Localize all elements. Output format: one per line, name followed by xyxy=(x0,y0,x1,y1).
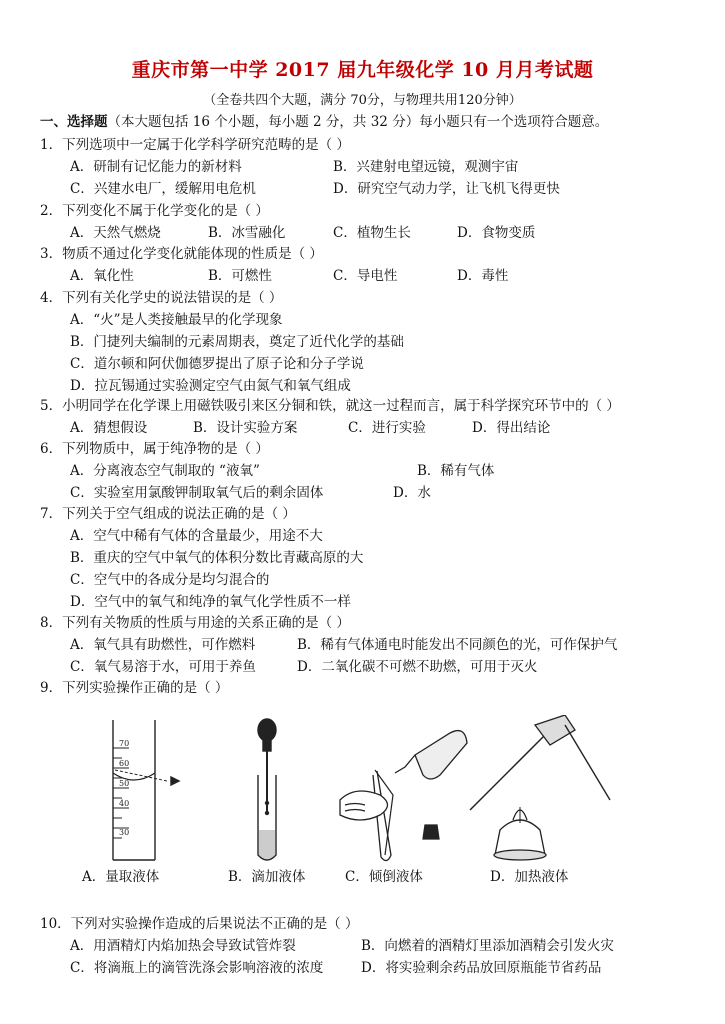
option: A．研制有记忆能力的新材料 xyxy=(70,159,242,175)
option: C．实验室用氯酸钾制取氧气后的剩余固体 xyxy=(70,485,324,501)
option: D．水 xyxy=(393,485,431,501)
option: B．重庆的空气中氧气的体积分数比青藏高原的大 xyxy=(70,550,364,566)
option: C．空气中的各成分是均匀混合的 xyxy=(70,572,270,588)
option: B．稀有气体通电时能发出不同颜色的光，可作保护气 xyxy=(297,637,618,653)
question-stem: 8．下列有关物质的性质与用途的关系正确的是（ ） xyxy=(40,615,350,631)
section-heading xyxy=(40,110,608,130)
page-subtitle: （全卷共四个大题，满分 70分，与物理共用120分钟） xyxy=(203,93,522,108)
pouring-liquid-figure xyxy=(340,731,467,861)
option: C．兴建水电厂，缓解用电危机 xyxy=(70,181,256,197)
scale-label: 50 xyxy=(119,779,130,788)
question-stem: 10．下列对实验操作造成的后果说法不正确的是（ ） xyxy=(40,916,359,932)
option: D．研究空气动力学，让飞机飞得更快 xyxy=(333,181,560,197)
figure-caption: A．量取液体 xyxy=(82,869,160,885)
option: C．进行实验 xyxy=(348,420,426,436)
option: A．氧气具有助燃性，可作燃料 xyxy=(70,637,256,653)
scale-label: 60 xyxy=(119,759,130,768)
question-stem: 4．下列有关化学史的说法错误的是（ ） xyxy=(40,290,283,306)
section-description: （本大题包括 16 个小题，每小题 2 分，共 32 分）每小题只有一个选项符合题意。 xyxy=(107,114,609,130)
option: B．向燃着的酒精灯里添加酒精会引发火灾 xyxy=(361,938,614,954)
figure-caption: D．加热液体 xyxy=(490,869,569,885)
question-stem: 6．下列物质中，属于纯净物的是（ ） xyxy=(40,441,269,457)
option: A．用酒精灯内焰加热会导致试管炸裂 xyxy=(70,938,296,954)
option: D．拉瓦锡通过实验测定空气由氮气和氧气组成 xyxy=(70,378,351,394)
option: D．将实验剩余药品放回原瓶能节省药品 xyxy=(361,960,602,976)
option: D．食物变质 xyxy=(457,225,536,241)
question-stem: 1．下列选项中一定属于化学科学研究范畴的是（ ） xyxy=(40,137,350,153)
option: A．空气中稀有气体的含量最少，用途不大 xyxy=(70,528,323,544)
page-title: 重庆市第一中学 2017 届九年级化学 10 月月考试题 xyxy=(131,59,594,81)
option: C．植物生长 xyxy=(333,225,411,241)
option: C．将滴瓶上的滴管洗涤会影响溶液的浓度 xyxy=(70,960,324,976)
option: C．导电性 xyxy=(333,268,398,284)
option: B．稀有气体 xyxy=(417,463,495,479)
option: D．毒性 xyxy=(457,268,509,284)
option: D．二氧化碳不可燃不助燃，可用于灭火 xyxy=(297,659,538,675)
option: C．道尔顿和阿伏伽德罗提出了原子论和分子学说 xyxy=(70,356,364,372)
section-label: 一、选择题 xyxy=(40,114,108,130)
option: A．猜想假设 xyxy=(70,420,148,436)
scale-label: 40 xyxy=(119,799,130,808)
option: B．可燃性 xyxy=(208,268,272,284)
option: B．冰雪融化 xyxy=(208,225,286,241)
scale-label: 30 xyxy=(119,828,130,837)
option: A．分离液态空气制取的 “液氧” xyxy=(70,463,260,479)
question-stem: 9．下列实验操作正确的是（ ） xyxy=(40,680,229,696)
dropper-figure xyxy=(258,719,276,860)
option: C．氧气易溶于水，可用于养鱼 xyxy=(70,659,256,675)
option: A．氧化性 xyxy=(70,268,134,284)
option: B．门捷列夫编制的元素周期表，奠定了近代化学的基础 xyxy=(70,334,404,350)
option: D．得出结论 xyxy=(472,420,551,436)
scale-label: 70 xyxy=(119,739,130,748)
option: B．设计实验方案 xyxy=(193,420,298,436)
question-stem: 3．物质不通过化学变化就能体现的性质是（ ） xyxy=(40,246,323,262)
question-stem: 7．下列关于空气组成的说法正确的是（ ） xyxy=(40,506,296,522)
heating-liquid-figure xyxy=(470,715,610,860)
option: B．兴建射电望远镜，观测宇宙 xyxy=(333,159,519,175)
figure-caption: C．倾倒液体 xyxy=(345,869,423,885)
question-stem: 5．小明同学在化学课上用磁铁吸引来区分铜和铁，就这一过程而言，属于科学探究环节中的（ ） xyxy=(40,398,620,414)
option: D．空气中的氧气和纯净的氧气化学性质不一样 xyxy=(70,594,351,610)
option: A．“火”是人类接触最早的化学现象 xyxy=(70,312,283,328)
question-stem: 2．下列变化不属于化学变化的是（ ） xyxy=(40,203,269,219)
lab-operation-figures xyxy=(95,715,615,865)
figure-caption: B．滴加液体 xyxy=(228,869,306,885)
option: A．天然气燃烧 xyxy=(70,225,161,241)
